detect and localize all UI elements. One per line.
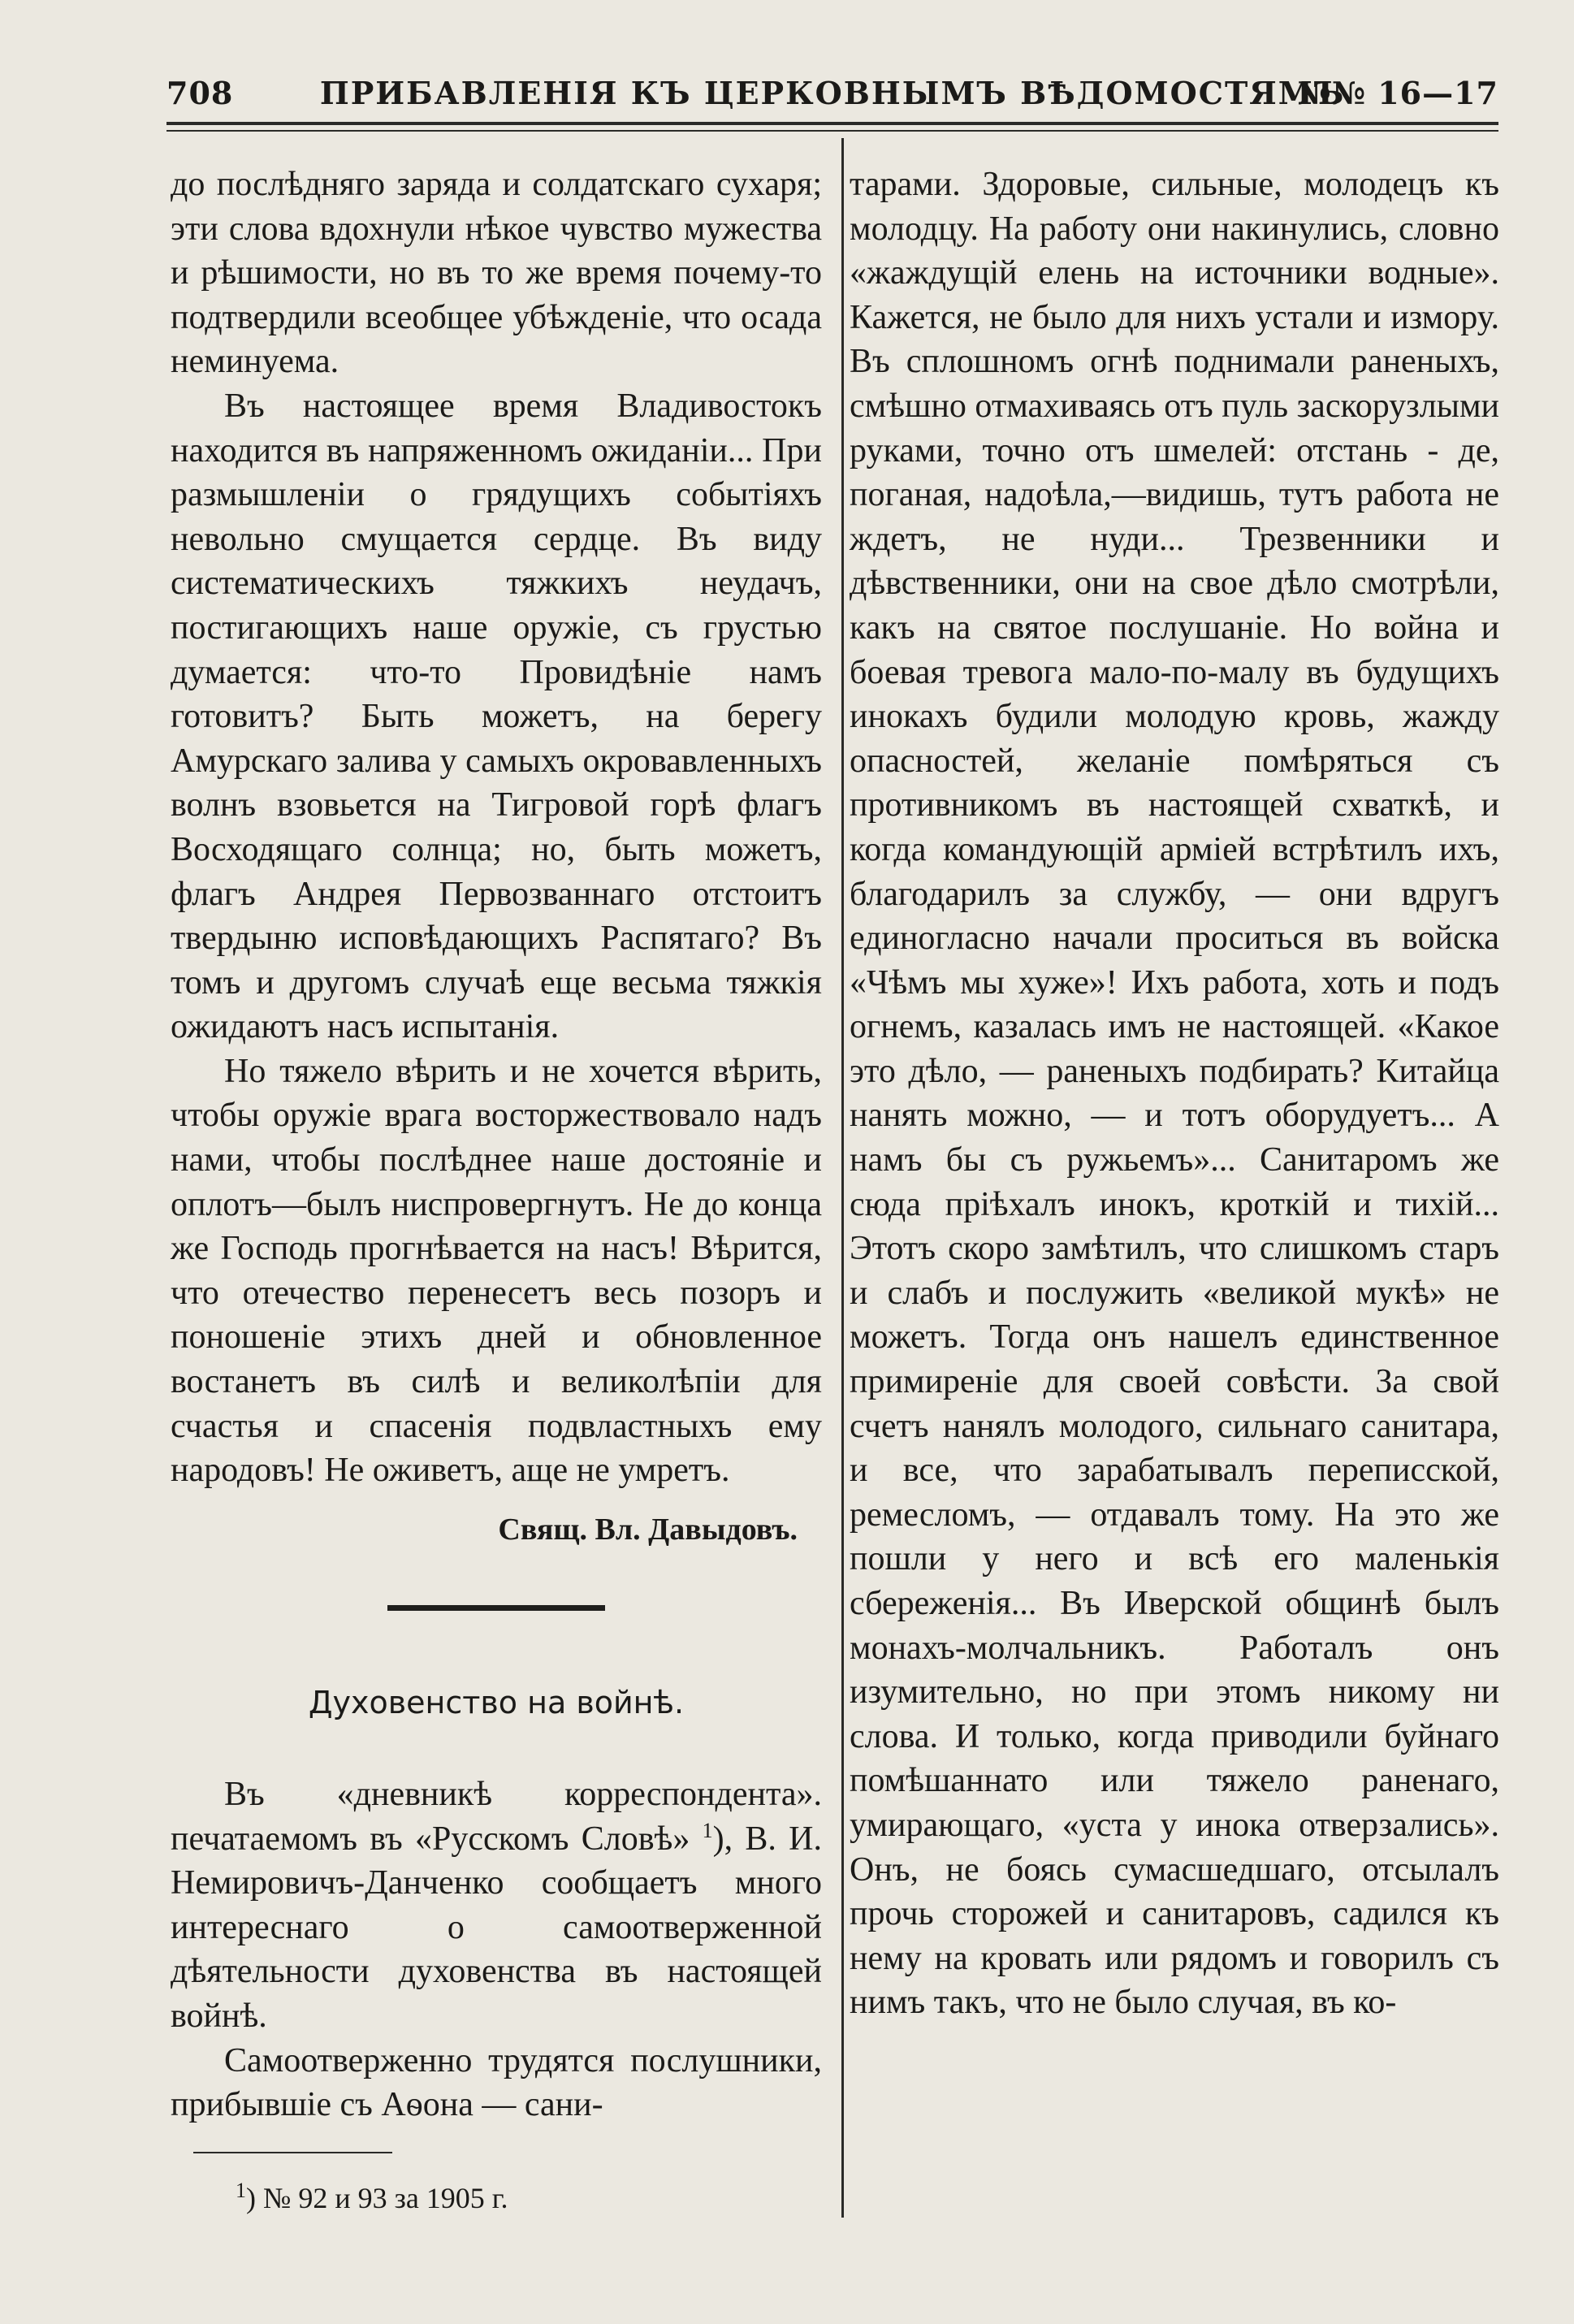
header-rule-thin [166, 130, 1498, 132]
paragraph-text: Въ «дневникѣ корреспондента». печатаемомъ въ «Русскомъ Словѣ» [171, 1776, 822, 1858]
footnote [236, 2176, 822, 2221]
issue-number: №№ 16—17 [1297, 75, 1498, 111]
column-divider [841, 138, 844, 2218]
running-header [166, 75, 1498, 123]
author-signature: Свящ. Вл. Давыдовъ. [498, 1512, 798, 1547]
footnote-rule [193, 2152, 392, 2153]
header-rule [166, 122, 1498, 125]
right-column [850, 162, 1499, 2025]
section-divider [387, 1605, 605, 1611]
journal-title: ПРИБАВЛЕНІЯ КЪ ЦЕРКОВНЫМЪ ВѢДОМОСТЯМЪ [319, 75, 1346, 111]
paragraph [171, 1772, 822, 2039]
footnote-mark: 1 [236, 2178, 246, 2202]
footnote-ref: 1 [702, 1818, 713, 1842]
paragraph: Въ настоящее время Владивостокъ находится въ напряженномъ ожиданіи... При размышленіи о грядущихъ событіяхъ невольно смущается сердце. Въ виду систематическихъ тяжкихъ неудачъ, постигающихъ наше оружіе, съ грустью думается: что-то Провидѣніе намъ готовитъ? Быть можетъ, на берегу Амурскаго залива у самыхъ окровавленныхъ волнъ взовьется на Тигровой горѣ флагъ Восходящаго солнца; но, быть можетъ, флагъ Андрея Первозваннаго отстоитъ твердыню исповѣдающихъ Распятаго? Въ томъ и другомъ случаѣ еще весьма тяжкія ожидаютъ насъ испытанія. [171, 387, 822, 1046]
footnote-text: ) № 92 и 93 за 1905 г. [246, 2181, 508, 2214]
left-column [171, 162, 822, 2220]
section-title: Духовенство на войнѣ. [308, 1685, 685, 1721]
paragraph: Но тяжело вѣрить и не хочется вѣрить, чтобы оружіе врага восторжествовало надъ нами, чтобы послѣднее наше достояніе и оплотъ—былъ ниспровергнутъ. Не до конца же Господь прогнѣвается на насъ! Вѣрится, что отечество перенесетъ весь позоръ и поношеніе этихъ дней и обновленное востанетъ въ силѣ и великолѣпіи для счастья и спасенія подвластныхъ ему народовъ! Не оживетъ, аще не умретъ. [171, 1052, 822, 1490]
paragraph: до послѣдняго заряда и солдатскаго сухаря; эти слова вдохнули нѣкое чувство мужества и рѣшимости, но въ то же время почему-то подтвердили всеобщее убѣжденіе, что осада неминуема. [171, 166, 822, 381]
page-number: 708 [166, 75, 234, 111]
paragraph: Самоотверженно трудятся послушники, прибывшіе съ Аѳона — сани- [171, 2041, 822, 2124]
paragraph: тарами. Здоровые, сильные, молодецъ къ молодцу. На работу они накинулись, словно «жаждущій елень на источники водные». Кажется, не было для нихъ устали и измору. Въ сплошномъ огнѣ поднимали раненыхъ, смѣшно отмахиваясь отъ пуль заскорузлыми руками, точно отъ шмелей: отстань - де, поганая, надоѣла,—видишь, тутъ работа не ждетъ, не нуди... Трезвенники и дѣвственники, они на свое дѣло смотрѣли, какъ на святое послушаніе. Но война и боевая тревога мало-по-малу въ будущихъ инокахъ будили молодую кровь, жажду опасностей, желаніе помѣряться съ противникомъ въ настоящей схваткѣ, и когда командующій арміей встрѣтилъ ихъ, благодарилъ за службу, — они вдругъ единогласно начали проситься въ войска «Чѣмъ мы хуже»! Ихъ работа, хоть и подъ огнемъ, казалась имъ не настоящей. «Какое это дѣло, — раненыхъ подбирать? Китайца нанять можно, — и тотъ оборудуетъ... А намъ бы съ ружьемъ»... Санитаромъ же сюда пріѣхалъ инокъ, кроткій и тихій... Этотъ скоро замѣтилъ, что слишкомъ старъ и слабъ и послужить «великой мукѣ» не можетъ. Тогда онъ нашелъ единственное примиреніе для своей совѣсти. За свой счетъ нанялъ молодого, сильнаго санитара, и все, что зарабатывалъ переписской, ремесломъ, — отдавалъ тому. На это же пошли у него и всѣ его маленькія сбереженія... Въ Иверской общинѣ былъ монахъ-молчальникъ. Работалъ онъ изумительно, но при этомъ никому ни слова. И только, когда приводили буйнаго помѣшаннато или тяжело раненаго, умирающаго, «уста у инока отверзались». Онъ, не боясь сумасшедшаго, отсылалъ прочь сторожей и санитаровъ, садился къ нему на кровать или рядомъ и говорилъ съ нимъ такъ, что не было случая, въ ко- [850, 166, 1499, 2022]
paragraph-text: ), В. И. Немировичъ-Данченко сообщаетъ много интереснаго о самоотверженной дѣятельности духовенства въ настоящей войнѣ. [171, 1820, 822, 2035]
